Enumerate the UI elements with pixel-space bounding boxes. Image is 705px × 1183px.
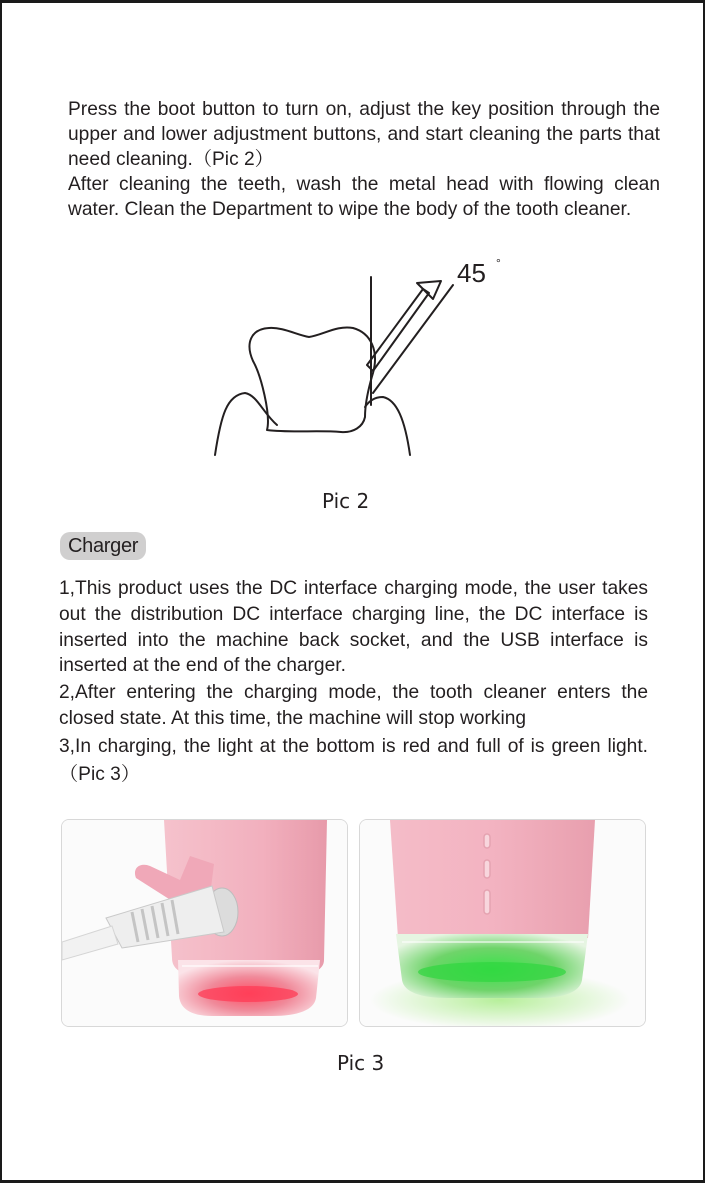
charger-item-2: 2,After entering the charging mode, the tooth cleaner enters the closed state. At this time, the machine will stop working	[59, 682, 648, 729]
page-border-left	[0, 0, 2, 1183]
adjustment-buttons	[484, 834, 490, 914]
instruction-paragraph-2: After cleaning the teeth, wash the metal head with flowing clean water. Clean the Department to wipe the body of the tooth cleaner.	[68, 174, 660, 220]
device-body	[390, 820, 595, 938]
charger-item-1: 1,This product uses the DC interface charging mode, the user takes out the distribution DC interface charging line, the DC interface is inserted into the machine back socket, and the USB interface is inserted at the end of the charger.	[59, 578, 648, 677]
charger-item-3: 3,In charging, the light at the bottom is red and full of is green light.（Pic 3）	[59, 736, 648, 785]
figure-caption-pic-2: Pic 2	[322, 489, 370, 513]
tooth-outline	[250, 327, 375, 432]
section-heading-charger: Charger	[60, 532, 146, 560]
instruction-paragraph-1: Press the boot button to turn on, adjust the key position through the upper and lower adjustment buttons, and start cleaning the parts that need cleaning.（Pic 2）	[68, 99, 660, 170]
page-border-top	[0, 0, 705, 3]
figure-caption-pic-3: Pic 3	[337, 1051, 385, 1075]
degree-symbol: °	[496, 256, 501, 270]
gum-right-line	[365, 397, 410, 455]
angle-value: 45	[457, 258, 486, 288]
photo-full-charge-green-light	[359, 819, 646, 1027]
photo-charging-red-light	[61, 819, 348, 1027]
